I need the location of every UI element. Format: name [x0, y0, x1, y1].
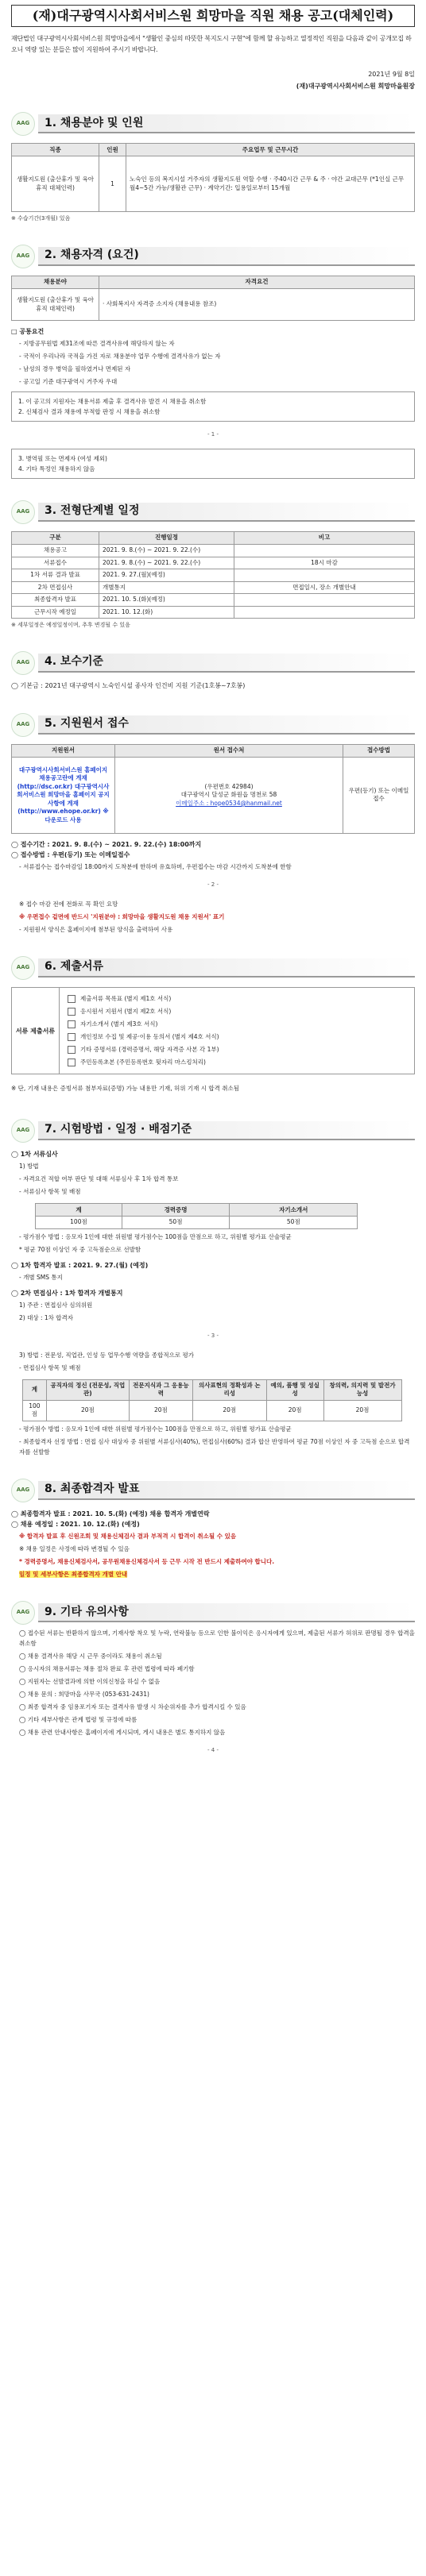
table-cell	[115, 757, 343, 833]
interview-score-table	[22, 1379, 402, 1421]
page-title: (재)대구광역시사회서비스원 희망마을 직원 채용 공고(대체인력)	[11, 5, 415, 27]
address: 대구광역시 달성군 화원읍 명천로 58	[180, 791, 277, 799]
page-number: - 1 -	[207, 431, 219, 438]
table-cell: 2차 면접심사	[12, 581, 99, 594]
list-item: * 경력증명서, 채용신체검사서, 공무원채용신체검사서 등 근무 시작 전 반드시 제출하여야 합니다.	[19, 1558, 275, 1566]
section-1-title: 1. 채용분야 및 인원	[38, 114, 415, 133]
section-8-header	[11, 1478, 415, 1503]
section-4-header	[11, 650, 415, 676]
table-cell	[234, 594, 415, 607]
list-item-label: 주민등록초본 (주민등록번호 뒷자리 마스킹처리)	[80, 1058, 206, 1066]
list-item-label: 제출서류 목록표 (별지 제1호 서식)	[80, 994, 172, 1002]
section-7-title: 7. 시험방법 · 일정 · 배점기준	[38, 1121, 415, 1140]
checkbox-icon	[68, 1020, 76, 1028]
page-number: - 3 -	[207, 1332, 219, 1340]
table-header: 자격요건	[99, 276, 415, 289]
list-item: - 서류심사 항목 및 배점	[19, 1188, 81, 1196]
list-item: ◯ 기타 세부사항은 관계 법령 및 규정에 따름	[19, 1716, 137, 1724]
list-item: 3) 방법 : 전문성, 직업관, 인성 등 업무수행 역량을 종합적으로 평가	[19, 1351, 194, 1359]
table-cell: 최종합격자 발표	[12, 594, 99, 607]
table-row	[12, 569, 415, 582]
document-score-table	[35, 1203, 358, 1229]
list-item: ◯ 최종합격자 발표 : 2021. 10. 5.(화) (예정) 채용 합격자 개별연락	[11, 1510, 210, 1517]
table-cell: 100점	[36, 1217, 122, 1229]
section-2-header	[11, 244, 415, 269]
list-item	[68, 1005, 406, 1018]
list-item: - 평가점수 방법 : 응모자 1인에 대한 위원별 평가점수는 100점을 만점으로 하고, 위원별 평가표 산술평균	[19, 1425, 292, 1433]
section-3-header	[11, 499, 415, 525]
table-cell	[234, 545, 415, 557]
table-header: 진행일정	[99, 532, 234, 545]
list-item: ◯ 채용 관련 안내사항은 홈페이지에 게시되며, 게시 내용은 별도 통지하지 않음	[19, 1729, 226, 1737]
list-item	[68, 1043, 406, 1056]
list-item	[68, 993, 406, 1005]
logo-icon: AAG	[11, 1119, 35, 1143]
table-cell: 50점	[122, 1217, 229, 1229]
table-cell: 우편(등기) 또는 이메일접수	[343, 757, 415, 833]
notice-box	[11, 391, 415, 422]
common-req-title: □ 공통요건	[11, 328, 45, 336]
note: ※ 수습기간(3개월) 있음	[11, 215, 71, 222]
email-link[interactable]: 이메일주소 : hope0534@hanmail.net	[176, 799, 282, 807]
list-item: ◯ 채용 문의 : 희망마을 사무국 (053-631-2431)	[19, 1691, 149, 1699]
table-header: 구분	[12, 532, 99, 545]
table-cell: 근무시작 예정일	[12, 606, 99, 619]
section-3-title: 3. 전형단계별 일정	[38, 503, 415, 522]
table-cell: 채용공고	[12, 545, 99, 557]
table-header: 경력증명	[122, 1204, 229, 1217]
qualification-table	[11, 276, 415, 321]
table-cell: 생활지도원 (출산휴가 및 육아휴직 대체인력)	[12, 289, 99, 321]
list-item: 4. 기타 특정인 채용하지 않음	[18, 465, 95, 473]
table-header: 인원	[99, 144, 126, 156]
list-item: - 지방공무원법 제31조에 따른 결격사유에 해당하지 않는 자	[19, 340, 175, 348]
table-cell: 개별통지	[99, 581, 234, 594]
document-page	[0, 5, 426, 2576]
table-cell: 면접일시, 장소 개별안내	[234, 581, 415, 594]
table-header: 채용분야	[12, 276, 99, 289]
table-row	[12, 545, 415, 557]
list-item: - 면접심사 항목 및 배점	[19, 1363, 81, 1371]
list-item: ◯ 최종 합격자 중 임용포기자 또는 결격사유 발생 시 차순위자를 추가 합격시킬 수 있음	[19, 1703, 246, 1711]
list-item	[68, 1018, 406, 1031]
table-row	[12, 606, 415, 619]
section-7-header	[11, 1118, 415, 1143]
page-number: - 2 -	[207, 881, 219, 889]
table-cell: 2021. 10. 12.(화)	[99, 606, 234, 619]
table-cell	[234, 569, 415, 582]
list-item: ◯ 접수방법 : 우편(등기) 또는 이메일접수	[11, 851, 130, 859]
table-header: 계	[36, 1204, 122, 1217]
list-item: ◯ 2차 면접심사 : 1차 합격자 개별통지	[11, 1290, 123, 1297]
list-item: - 평가점수 방법 : 응모자 1인에 대한 위원별 평가점수는 100점을 만점으로 하고, 위원별 평가표 산술평균	[19, 1232, 292, 1240]
section-1-header	[11, 111, 415, 137]
list-item: ◯ 채용 결격사유 해당 시 근무 중이라도 채용이 취소됨	[19, 1652, 162, 1660]
checkbox-icon	[68, 1059, 76, 1066]
list-item: ◯ 접수된 서류는 반환하지 않으며, 기재사항 착오 및 누락, 연락불능 등으로 인한 불이익은 응시자에게 있으며, 제출된 서류가 허위로 판명될 경우 합격을 취소함	[19, 1629, 415, 1648]
table-cell: 20점	[266, 1400, 323, 1421]
logo-icon: AAG	[11, 112, 35, 136]
list-item-label: 자기소개서 (별지 제3호 서식)	[80, 1020, 158, 1028]
table-header: 접수방법	[343, 744, 415, 757]
list-item	[11, 1569, 415, 1579]
list-item: - 남성의 경우 병역을 필하였거나 면제된 자	[19, 365, 131, 373]
list-item: - 지원원서 양식은 홈페이지에 첨부된 양식을 출력하여 사용	[19, 926, 173, 934]
table-header: 계	[23, 1379, 47, 1400]
table-row	[12, 557, 415, 569]
table-header: 예의, 품행 및 성실성	[266, 1379, 323, 1400]
notice-box	[11, 449, 415, 479]
schedule-table	[11, 531, 415, 619]
table-cell: 대구광역시사회서비스원 홈페이지 채용공고란에 게재 (http://dsc.or.kr) 대구광역시사회서비스원 희망마을 홈페이지 공지사항에 게재 (http://www.ehope.or.kr) ※ 다운로드 사용	[12, 757, 115, 833]
application-table	[11, 744, 415, 834]
list-item: 2) 대상 : 1차 합격자	[19, 1314, 74, 1322]
table-cell: 20점	[192, 1400, 266, 1421]
table-header: 직종	[12, 144, 99, 156]
list-item: ◯ 채용 예정일 : 2021. 10. 12.(화) (예정)	[11, 1521, 140, 1529]
logo-icon: AAG	[11, 500, 35, 524]
list-item: - 공고일 기준 대구광역시 거주자 우대	[19, 378, 118, 386]
logo-icon: AAG	[11, 245, 35, 268]
table-header: 공직자의 정신 (전문성, 직업관)	[46, 1379, 129, 1400]
logo-icon: AAG	[11, 651, 35, 675]
highlight-text: 일정 및 세부사항은 최종합격자 개별 안내	[19, 1571, 128, 1579]
list-item: ◯ 응시자의 채용서류는 채용 절차 완료 후 관련 법령에 따라 폐기함	[19, 1665, 195, 1673]
list-item: ※ 채용 일정은 사정에 따라 변경될 수 있음	[19, 1545, 130, 1553]
section-9-title: 9. 기타 유의사항	[38, 1603, 415, 1622]
list-item: ※ 합격자 발표 후 신원조회 및 채용신체검사 결과 부적격 시 합격이 취소될 수 있음	[19, 1533, 237, 1541]
table-cell: 2021. 9. 8.(수) ~ 2021. 9. 22.(수)	[99, 557, 234, 569]
list-item: - 서류접수는 접수마감일 18:00까지 도착분에 한하며 유효하며, 우편접수는 마감 시간까지 도착분에 한함	[19, 863, 292, 871]
section-9-header	[11, 1600, 415, 1625]
table-cell	[234, 606, 415, 619]
checkbox-icon	[68, 1008, 76, 1016]
table-cell: 2021. 9. 8.(수) ~ 2021. 9. 22.(수)	[99, 545, 234, 557]
table-cell: 18시 마감	[234, 557, 415, 569]
table-cell: 1	[99, 156, 126, 212]
table-cell: 20점	[323, 1400, 401, 1421]
list-item	[68, 1031, 406, 1043]
table-header: 자기소개서	[230, 1204, 358, 1217]
list-item: ※ 접수 마감 전에 전화로 꼭 확인 요망	[19, 900, 118, 908]
list-item: 3. 병역필 또는 면제자 (여성 제외)	[18, 455, 107, 463]
section-6-header	[11, 955, 415, 981]
table-cell: 1차 서류 결과 발표	[12, 569, 99, 582]
logo-icon: AAG	[11, 956, 35, 980]
list-item: - 최종합격자 선정 방법 : 면접 심사 대상자 중 위원별 서류심사(40%), 면접심사(60%) 결과 합산 반영하여 평균 70점 이상인 자 중 고득점 순으로 합격자를 선발함	[19, 1437, 410, 1456]
list-item: 1) 주관 : 면접심사 심의위원	[19, 1301, 93, 1309]
table-header: 비고	[234, 532, 415, 545]
salary-text: ◯ 기본금 : 2021년 대구광역시 노숙인시설 종사자 인건비 지원 기준(1호봉~7호봉)	[11, 681, 246, 689]
list-item-label: 기타 증명서류 (경력증명서, 해당 자격증 사본 각 1부)	[80, 1045, 219, 1053]
table-cell: 50점	[230, 1217, 358, 1229]
list-item: - 개별 SMS 통지	[19, 1274, 63, 1281]
page-number: - 4 -	[207, 1747, 219, 1754]
recruitment-table	[11, 143, 415, 212]
table-header: 창의력, 의지력 및 발전가능성	[323, 1379, 401, 1400]
table-cell: 노숙인 등의 복지시설 거주자의 생활지도원 역할 수행 · 주40시간 근무 & 주 · 야간 교대근무 (*1인실 근무 월4~5간 가능/생활관 근무) · 계약기간: 입용일로부터 15개월	[126, 156, 415, 212]
table-cell: 20점	[129, 1400, 192, 1421]
table-header: 의사표현의 정확성과 논리성	[192, 1379, 266, 1400]
list-item-label: 응시원서 지원서 (별지 제2호 서식)	[80, 1007, 172, 1015]
table-cell: 100점	[23, 1400, 47, 1421]
note: ※ 세부일정은 예정일정이며, 추후 변경될 수 있음	[11, 622, 130, 629]
section-5-header	[11, 712, 415, 738]
list-item: 2. 신체검사 결과 채용에 부적합 판정 시 채용을 취소함	[18, 408, 161, 416]
section-2-title: 2. 채용자격 (요건)	[38, 247, 415, 266]
list-item	[68, 1056, 406, 1069]
table-header: 전문지식과 그 응용능력	[129, 1379, 192, 1400]
list-item: 1. 이 공고의 지원자는 채용서류 제출 후 결격사유 발견 시 채용을 취소함	[18, 398, 207, 406]
list-item: - 국적이 우리나라 국적을 가진 자로 채용분야 업무 수행에 결격사유가 없는 자	[19, 353, 221, 361]
table-cell: 2021. 9. 27.(월)(예정)	[99, 569, 234, 582]
list-item: - 자격요건 적합 여부 판단 및 대해 서류심사 후 1차 합격 통보	[19, 1175, 179, 1183]
table-row	[12, 581, 415, 594]
list-item: ◯ 지원자는 선발결과에 의한 이의신청을 하실 수 없음	[19, 1678, 161, 1686]
list-item: ◯ 1차 서류심사	[11, 1151, 58, 1159]
list-item: ※ 우편접수 겉면에 반드시 '지원분야 : 희망마을 생활지도원 채용 지원서' 표기	[19, 913, 225, 921]
table-header: 지원원서	[12, 744, 115, 757]
list-item: ◯ 1차 합격자 발표 : 2021. 9. 27.(월) (예정)	[11, 1261, 149, 1269]
list-item-label: 개인정보 수집 및 제공·이용 동의서 (별지 제4호 서식)	[80, 1032, 219, 1040]
announcement-signature: (재)대구광역시사회서비스원 희망마을원장	[296, 83, 415, 91]
section-5-title: 5. 지원원서 접수	[38, 715, 415, 735]
list-item: * 평균 70점 이상인 자 중 고득점순으로 선발함	[19, 1245, 141, 1253]
checkbox-icon	[68, 995, 76, 1003]
logo-icon: AAG	[11, 713, 35, 737]
list-item: ◯ 접수기간 : 2021. 9. 8.(수) ~ 2021. 9. 22.(수) 18:00까지	[11, 840, 202, 848]
table-cell: · 사회복지사 자격증 소지자 (채용내용 참조)	[99, 289, 415, 321]
intro-text: 재단법인 대구광역시사회서비스원 희망마을에서 "생활인 중심의 따뜻한 복지도시 구현"에 함께 할 유능하고 열정적인 직원을 다음과 같이 공개모집 하오니 역량 있는 분들은 많이 지원하여 주시기 바랍니다.	[11, 35, 412, 53]
section-6-title: 6. 제출서류	[38, 958, 415, 978]
table-cell: 20점	[46, 1400, 129, 1421]
section-4-title: 4. 보수기준	[38, 654, 415, 673]
section-8-title: 8. 최종합격자 발표	[38, 1481, 415, 1500]
checklist-label: 서류 제출서류	[12, 988, 60, 1074]
checkbox-icon	[68, 1046, 76, 1054]
table-cell: 서류접수	[12, 557, 99, 569]
note: ※ 단, 기재 내용은 증빙서류 첨부자료(증명) 가능 내용만 기재, 허위 기재 시 합격 취소됨	[11, 1085, 239, 1093]
list-item: 1) 방법	[19, 1163, 39, 1170]
documents-checklist	[11, 987, 415, 1074]
announcement-date: 2021년 9월 8일	[368, 71, 415, 78]
table-row	[12, 594, 415, 607]
table-header: 원서 접수처	[115, 744, 343, 757]
checkbox-icon	[68, 1033, 76, 1041]
logo-icon: AAG	[11, 1601, 35, 1625]
table-cell: 2021. 10. 5.(화)(예정)	[99, 594, 234, 607]
postal-code: (우편번호 42984)	[204, 782, 254, 790]
table-cell: 생활지도원 (출산휴가 및 육아휴직 대체인력)	[12, 156, 99, 212]
logo-icon: AAG	[11, 1479, 35, 1502]
table-header: 주요업무 및 근무시간	[126, 144, 415, 156]
